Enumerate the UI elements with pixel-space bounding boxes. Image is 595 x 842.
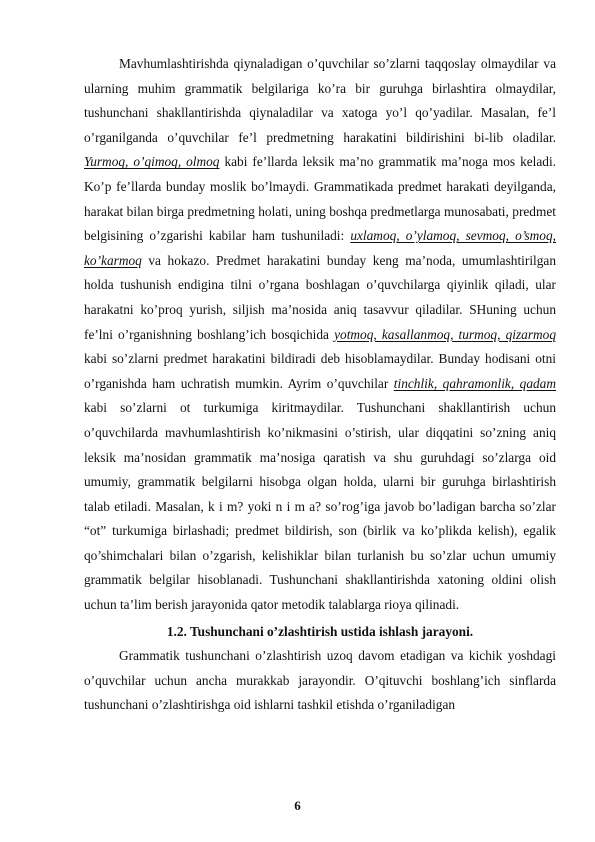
paragraph-text: kabi fe’llarda leksik ma’no grammatik ma’noga mos keladi. Ko’p fe’llarda bunday moslik bo’lmaydi. Grammatikada predmet harakati deyilganda, harakat bilan birga predmetning holati, uning boshqa predmetlarga munosabati, predmet belgisining o’zgarishi kabilar ham tushuniladi:	[84, 154, 557, 244]
paragraph-text: kabi so’zlarni ot turkumiga kiritmaydilar. Tushunchani shakllantirish uchun o’quvchilarda mavhumlashtirish ko’nikmasini o’stirish, ular diqqatini so’zning aniq leksik ma’nosidan grammatik ma’nosiga qaratish va shu guruhdagi so’zlarga oid umumiy, grammatik belgilarni hisobga olgan holda, ularni bir guruhga birlashtirish talab etiladi. Masalan, k i m? yoki n i m a? so’rog’iga javob bo’ladigan barcha so’zlar “ot” turkumiga birlashadi; predmet bildirish, son (birlik va ko’plikda kelish), egalik qo’shimchalari bilan o’zgarish, kelishiklar bilan turlanish bu so’zlar uchun umumiy grammatik belgilar hisoblanadi. Tushunchani shakllantirishda xatoning oldini olish uchun ta’lim berish jarayonida qator metodik talablarga rioya qilinadi.	[84, 400, 556, 613]
paragraph-text: kabi so’zlarni predmet harakatini bildiradi deb hisoblamaydilar. Bunday hodisani otni o’rganishda ham uchratish mumkin. Ayrim o’quvchilar	[84, 351, 556, 391]
paragraph-text: Mavhumlashtirishda qiynaladigan o’quvchilar so’zlarni taqqoslay olmaydilar va ularning muhim grammatik belgilariga ko’ra bir guruhga birlashtira olmaydilar, tushunchani shakllantirishda qiynaladilar va xatoga yo’l qo’yadilar. Masalan, fe’l o’rganilganda o’quvchilar fe’l predmetning harakatini bildirishini bi-lib oladilar.	[84, 56, 556, 145]
body-paragraph-1	[84, 52, 556, 618]
section-heading: 1.2. Tushunchani o’zlashtirish ustida ishlash jarayoni.	[166, 623, 474, 639]
example-words: tinchlik, qahramonlik, qadam	[393, 375, 556, 391]
paragraph-text: va hokazo. Predmet harakatini bunday keng ma’noda, umumlashtirilgan holda tushunish endigina tilni o’rgana boshlagan o’quvchilarga qiyinlik qiladi, ular harakatni ko’proq yurish, siljish ma’nosida aniq tasavvur qiladilar. SHuning uchun fe’lni o’rganishning boshlang’ich bosqichida	[84, 252, 556, 342]
page-number: 6	[294, 798, 301, 813]
example-words: Yurmoq, o’qimoq, olmoq	[84, 154, 220, 170]
example-words: uxlamoq, o’ylamoq, sevmoq, o’smoq, ko’karmoq	[84, 228, 556, 268]
example-words: yotmoq, kasallanmoq, turmoq, qizarmoq	[334, 326, 557, 342]
body-paragraph-2: Grammatik tushunchani o’zlashtirish uzoq davom etadigan va kichik yoshdagi o’quvchilar uchun ancha murakkab jarayondir. O’qituvchi boshlang’ich sinflarda tushunchani o’zlashtirishga oid ishlarni tashkil etishda o’rganiladigan	[84, 648, 556, 713]
document-page	[84, 52, 556, 718]
